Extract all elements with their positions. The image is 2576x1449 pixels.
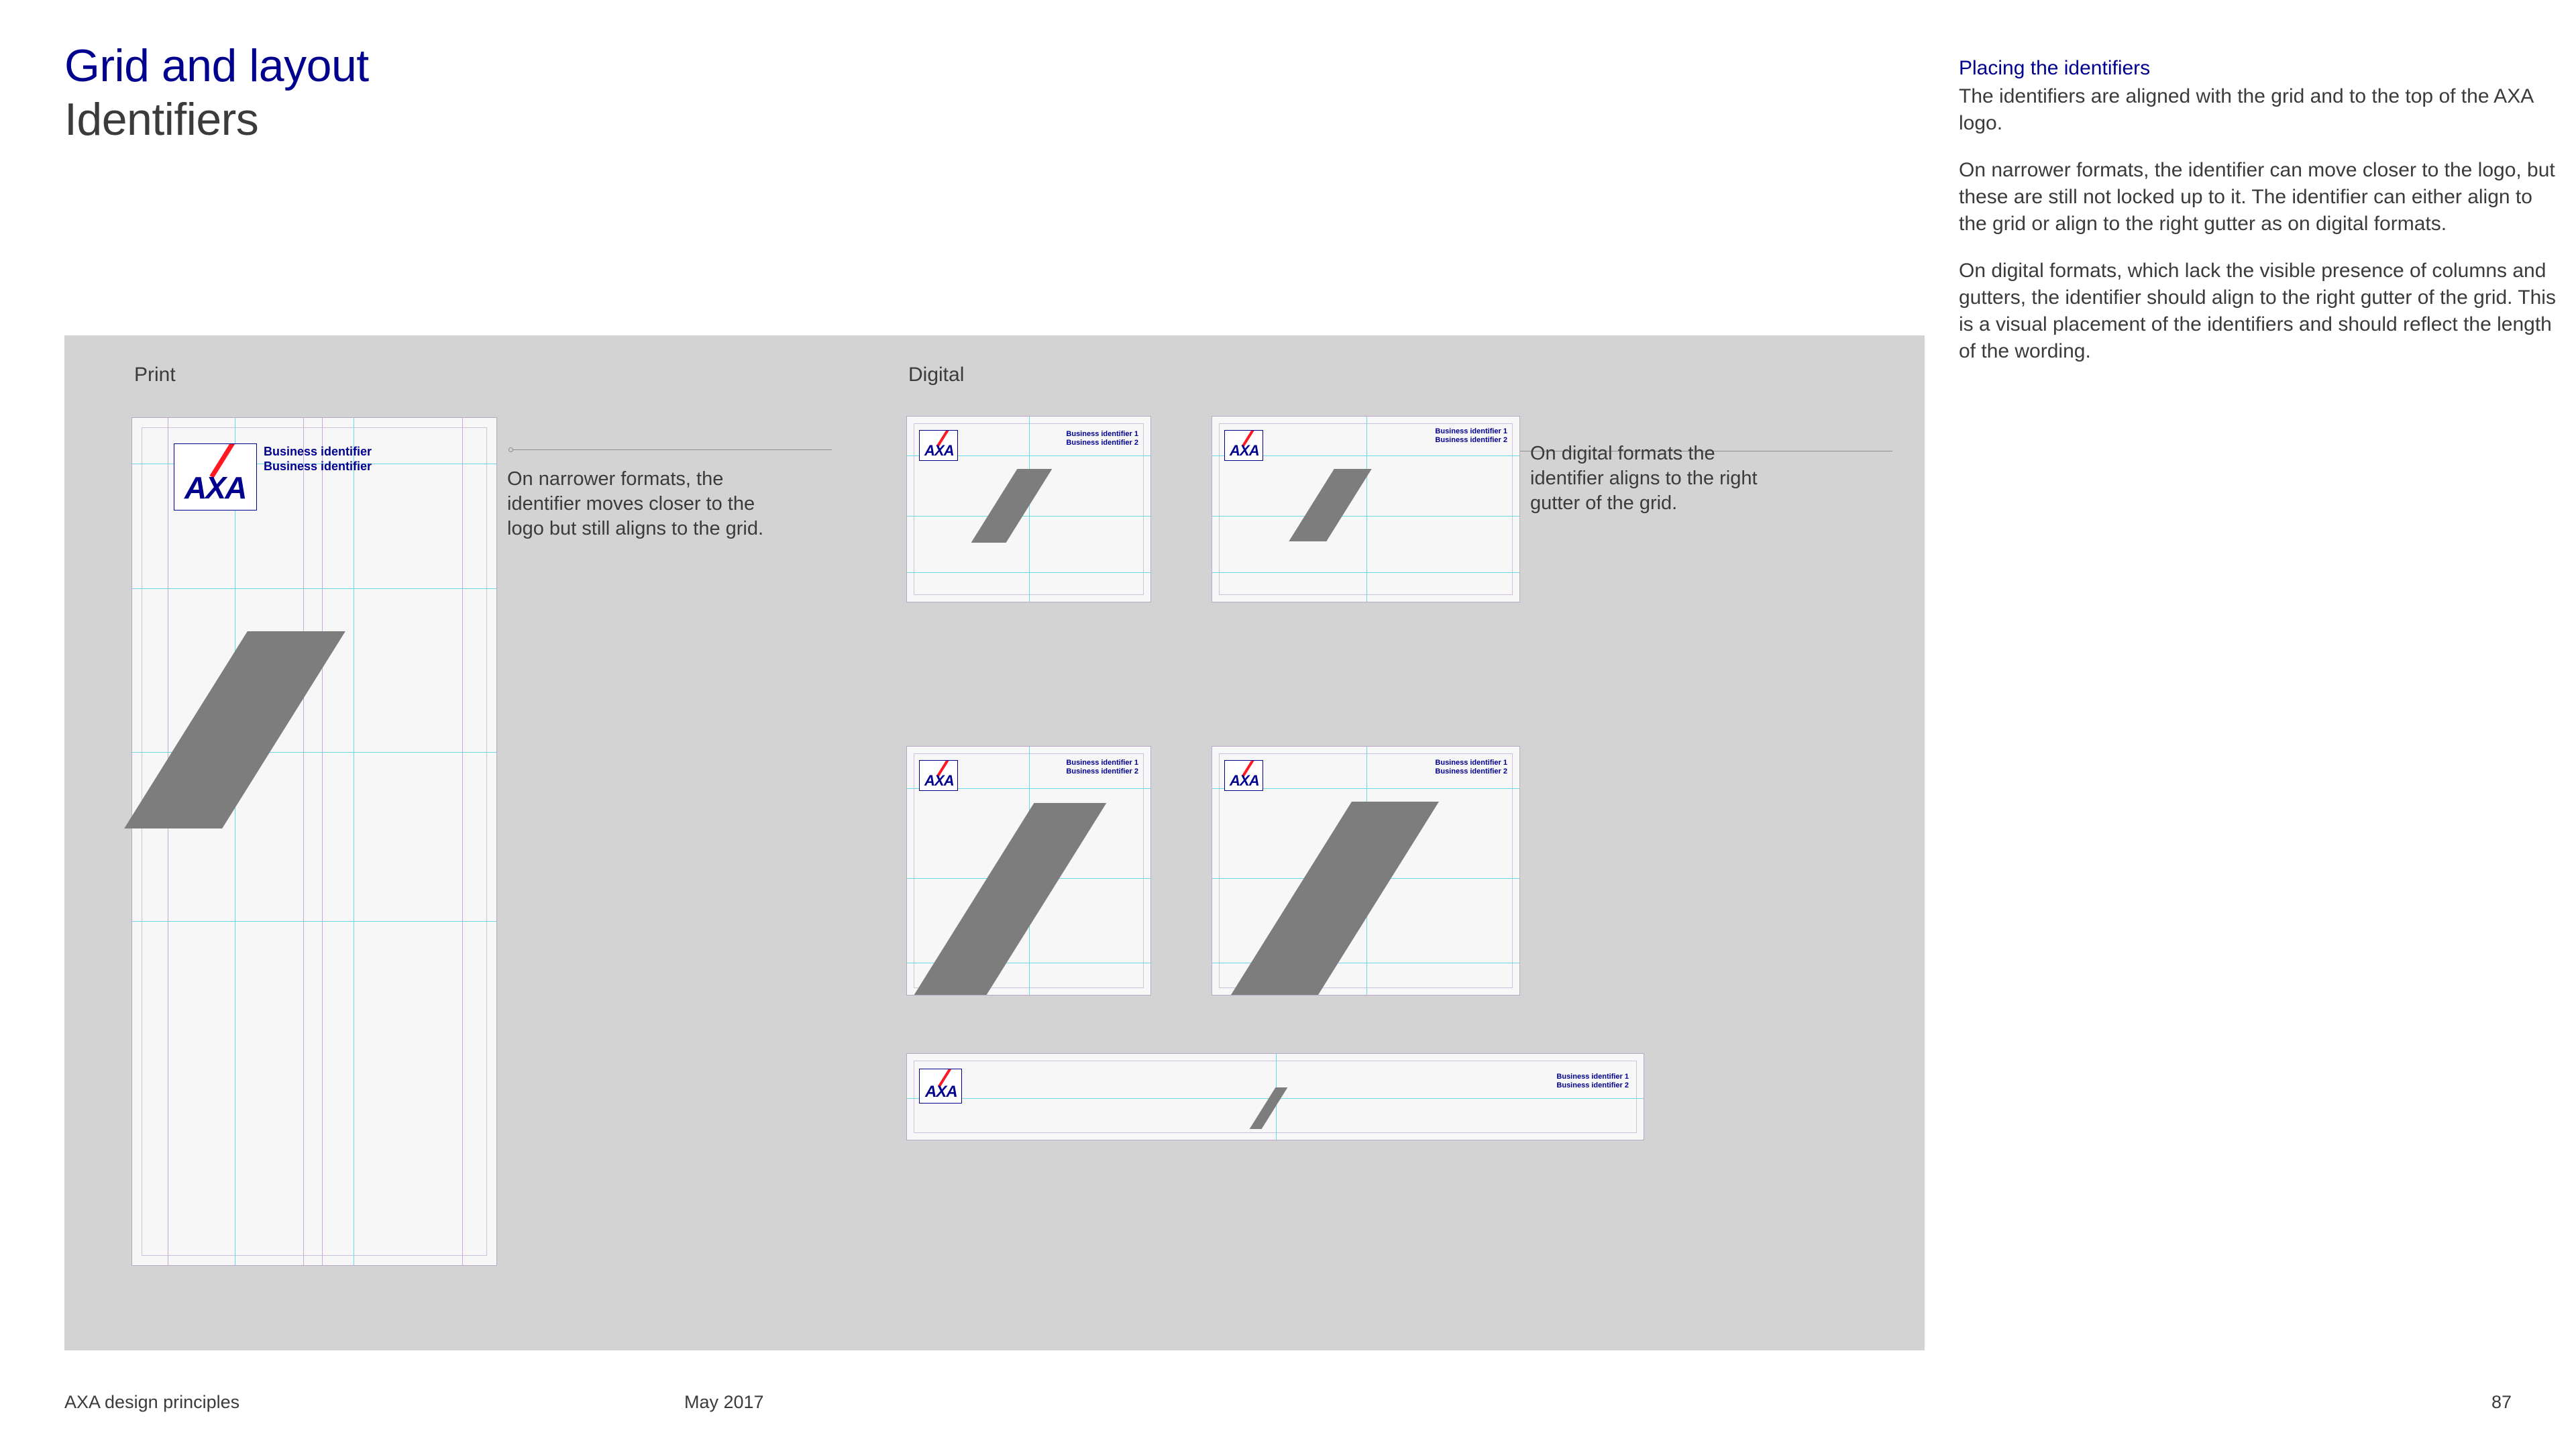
digital-1-vertical-guide: [1029, 417, 1030, 602]
digital-banner-axa-logo: [919, 1069, 962, 1104]
footer-page-number: 87: [2491, 1392, 2512, 1412]
footer-document-title: AXA design principles: [64, 1392, 240, 1412]
print-business-identifier-line-2: Business identifier: [264, 459, 372, 473]
print-inner-frame: [142, 427, 487, 1256]
side-notes: [1959, 55, 2563, 385]
digital-artboard-4: [1212, 746, 1520, 996]
print-business-identifier-line-1: Business identifier: [264, 445, 372, 458]
digital-4-business-identifier: [1435, 759, 1507, 777]
digital-1-identifier-line-2: Business identifier 2: [1066, 439, 1138, 447]
digital-3-identifier-line-1: Business identifier 1: [1066, 759, 1138, 767]
side-notes-paragraph-1: The identifiers are aligned with the grid and to the top of the AXA logo.: [1959, 85, 2533, 134]
digital-2-axa-logo: [1224, 430, 1263, 461]
digital-banner-identifier-line-1: Business identifier 1: [1556, 1073, 1629, 1081]
digital-3-business-identifier: [1066, 759, 1138, 777]
print-column-guide-right: [462, 418, 463, 1265]
digital-1-business-identifier: [1066, 430, 1138, 448]
logo-wordmark: AXA: [1230, 772, 1259, 789]
digital-3-identifier-line-2: Business identifier 2: [1066, 767, 1138, 776]
digital-artboard-2: [1212, 416, 1520, 602]
page-title-line-1: Grid and layout: [64, 40, 369, 91]
print-callout-leader: [513, 449, 832, 450]
digital-banner-identifier-line-2: Business identifier 2: [1556, 1081, 1629, 1090]
print-business-identifier: [264, 445, 372, 474]
print-horizontal-guide-4: [132, 921, 496, 922]
logo-wordmark: AXA: [925, 1083, 957, 1101]
print-horizontal-guide-2: [132, 588, 496, 589]
digital-4-axa-logo: [1224, 760, 1263, 791]
print-section-label: Print: [134, 364, 176, 386]
digital-1-horizontal-guide-3: [907, 572, 1150, 573]
logo-wordmark: AXA: [924, 772, 954, 789]
digital-banner-business-identifier: [1556, 1073, 1629, 1091]
digital-4-identifier-line-2: Business identifier 2: [1435, 767, 1507, 776]
digital-artboard-3: [906, 746, 1151, 996]
side-notes-paragraph-3: On digital formats, which lack the visible presence of columns and gutters, the identifier should align to the right gutter of the grid. This is a visual placement of the identifiers and should reflect the length of the wording.: [1959, 260, 2556, 362]
digital-2-horizontal-guide-3: [1212, 572, 1519, 573]
print-column-guide-mid-a: [303, 418, 304, 1265]
digital-1-axa-logo: [919, 430, 958, 461]
print-artboard: [131, 417, 497, 1266]
digital-1-horizontal-guide-2: [907, 516, 1150, 517]
logo-wordmark: AXA: [924, 442, 954, 459]
examples-panel: [64, 335, 1925, 1350]
print-callout-text: On narrower formats, the identifier moves closer to the logo but still aligns to the grid.: [507, 468, 764, 539]
logo-wordmark: AXA: [1230, 442, 1259, 459]
digital-artboard-banner: [906, 1053, 1644, 1140]
print-callout-anchor: [508, 447, 513, 452]
digital-artboard-1: [906, 416, 1151, 602]
digital-section-label: Digital: [908, 364, 965, 386]
digital-callout-text: On digital formats the identifier aligns to the right gutter of the grid.: [1530, 443, 1758, 514]
page-title: [64, 39, 1138, 146]
digital-2-vertical-guide: [1366, 417, 1367, 602]
logo-wordmark: AXA: [184, 470, 246, 505]
side-notes-paragraph-2: On narrower formats, the identifier can move closer to the logo, but these are still not locked up to it. The identifier can either align to the grid or align to the right gutter as on digital formats.: [1959, 159, 2555, 235]
digital-1-identifier-line-1: Business identifier 1: [1066, 430, 1138, 438]
digital-2-identifier-line-1: Business identifier 1: [1435, 427, 1507, 435]
side-notes-heading: Placing the identifiers: [1959, 57, 2151, 79]
print-axa-logo: [174, 443, 257, 511]
digital-2-business-identifier: [1435, 427, 1507, 445]
digital-2-horizontal-guide-2: [1212, 516, 1519, 517]
digital-3-axa-logo: [919, 760, 958, 791]
print-column-guide-mid-b: [322, 418, 323, 1265]
digital-2-identifier-line-2: Business identifier 2: [1435, 436, 1507, 445]
footer-date: May 2017: [684, 1392, 764, 1412]
digital-4-identifier-line-1: Business identifier 1: [1435, 759, 1507, 767]
page-title-line-2: Identifiers: [64, 94, 259, 145]
